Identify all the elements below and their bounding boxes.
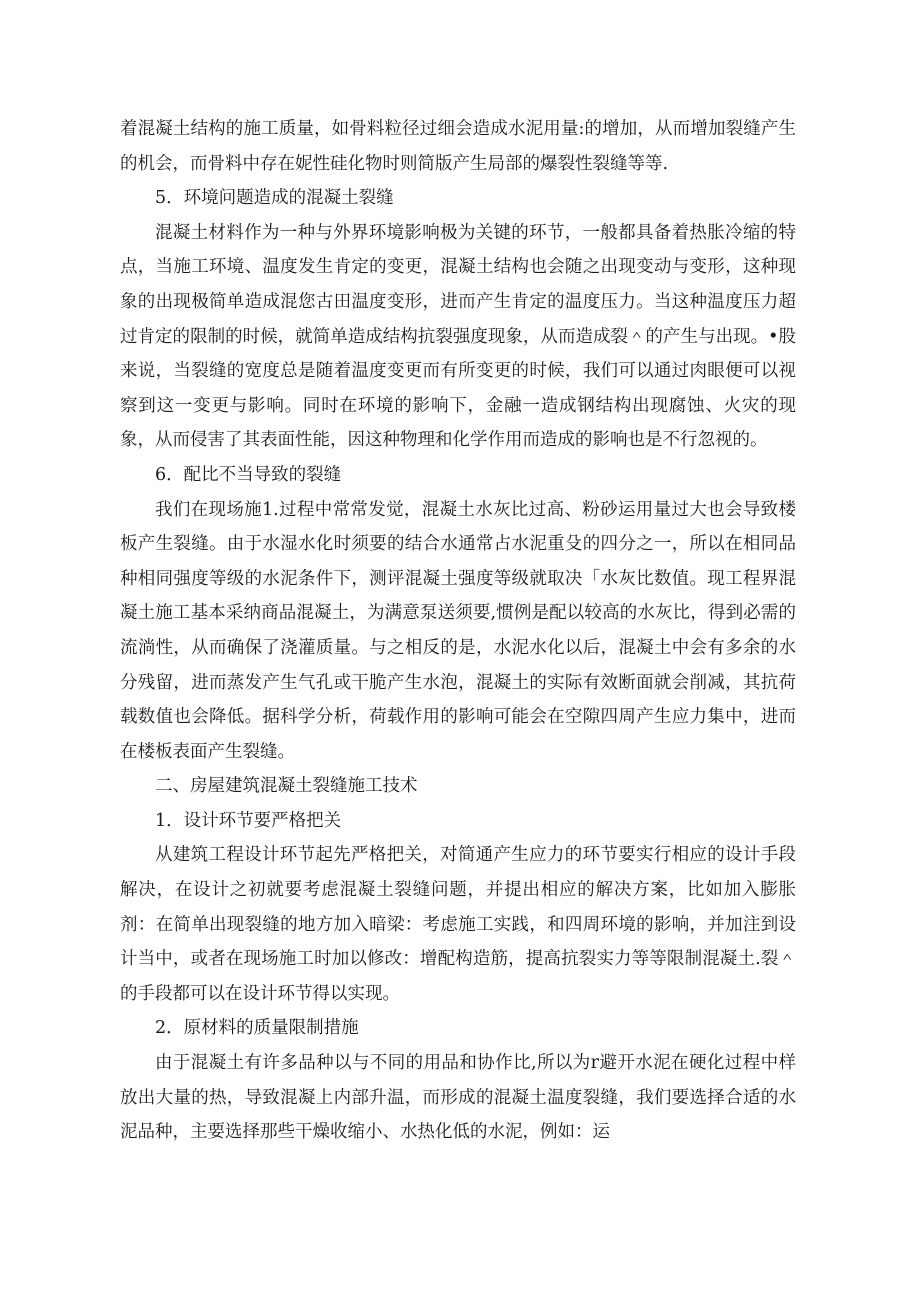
- paragraph-environment-cracks: 混凝土材料作为一种与外界环境影响极为关键的环节，一般都具备着热胀冷缩的特点，当施工环境、温度发生肯定的变更，混凝土结构也会随之出现变动与变形，这种现象的出现极简单造成混您古田温度变形，进而产生肯定的温度压力。当这种温度压力超过肯定的限制的时候，就简单造成结构抗裂强度现象，从而造成裂＾的产生与出现。•股来说，当裂缝的宽度总是随着温度变更而有所变更的时候，我们可以通过肉眼便可以视察到这一变更与影响。同时在环境的影响下，金融一造成钢结构出现腐蚀、火灾的现象，从而侵害了其表面性能，因这种物理和化学作用而造成的影响也是不行忽视的。: [120, 222, 796, 451]
- paragraph-aggregate-quality: 着混凝土结构的施工质量，如骨料粒径过细会造成水泥用量:的增加，从而增加裂缝产生的机会，而骨料中存在妮性硅化物时则简版产生局部的爆裂性裂缝等等.: [120, 119, 796, 174]
- paragraph-mix-ratio-cracks: 我们在现场施1.过程中常常发觉，混凝土水灰比过高、粉砂运用量过大也会导致楼板产生裂缝。由于水湿水化时须要的结合水通常占水泥重殳的四分之一，所以在相同品种相同强度等级的水泥条件下，测评混凝土强度等级就取决「水灰比数值。现工程界混凝土施工基本采纳商品混凝土，为满意泵送须要,惯例是配以较高的水灰比，得到必需的流淌性，从而确保了浇灌质量。与之相反的是，水泥水化以后，混凝土中会有多余的水分残留，进而蒸发产生气孔或干脆产生水泡，混凝土的实际有效断面就会削减，其抗荷载数值也会降低。据科学分析，荷载作用的影响可能会在空隙四周产生应力集中，进而在楼板表面产生裂缝。: [120, 499, 796, 762]
- heading-construction-techniques: 二、房屋建筑混凝土裂缝施工技术: [155, 776, 418, 797]
- paragraph-design-control: 从建筑工程设计环节起先严格把关，对简通产生应力的环节要实行相应的设计手段解决，在设计之初就要考虑混凝土裂缝问题，并提出相应的解决方案，比如加入膨胀剂：在简单出现裂缝的地方加入暗梁：考虑施工实践，和四周环境的影响，并加注到设计当中，或者在现场施工时加以修改：增配构造筋，提高抗裂实力等等限制混凝土.裂＾的手段都可以在设计环节得以实现。: [120, 845, 796, 1004]
- heading-mix-ratio-cracks: 6．配比不当导致的裂缝: [155, 464, 342, 485]
- heading-environment-cracks: 5．环境问题造成的混凝土裂缝: [155, 188, 394, 209]
- heading-design-control: 1．设计环节要严格把关: [155, 810, 342, 831]
- document-body: [120, 112, 796, 1150]
- paragraph-raw-material-control: 由于混凝土有许多品种以与不同的用品和协作比,所以为r避开水泥在硬化过程中样放出大量的热，导致混凝上内部升温，而形成的混凝土温度裂缝，我们要选择合适的水泥品种，主要选择那些干燥收缩小、水热化低的水泥，例如：运: [120, 1053, 796, 1143]
- heading-raw-material-control: 2．原材料的质量限制措施: [155, 1018, 359, 1039]
